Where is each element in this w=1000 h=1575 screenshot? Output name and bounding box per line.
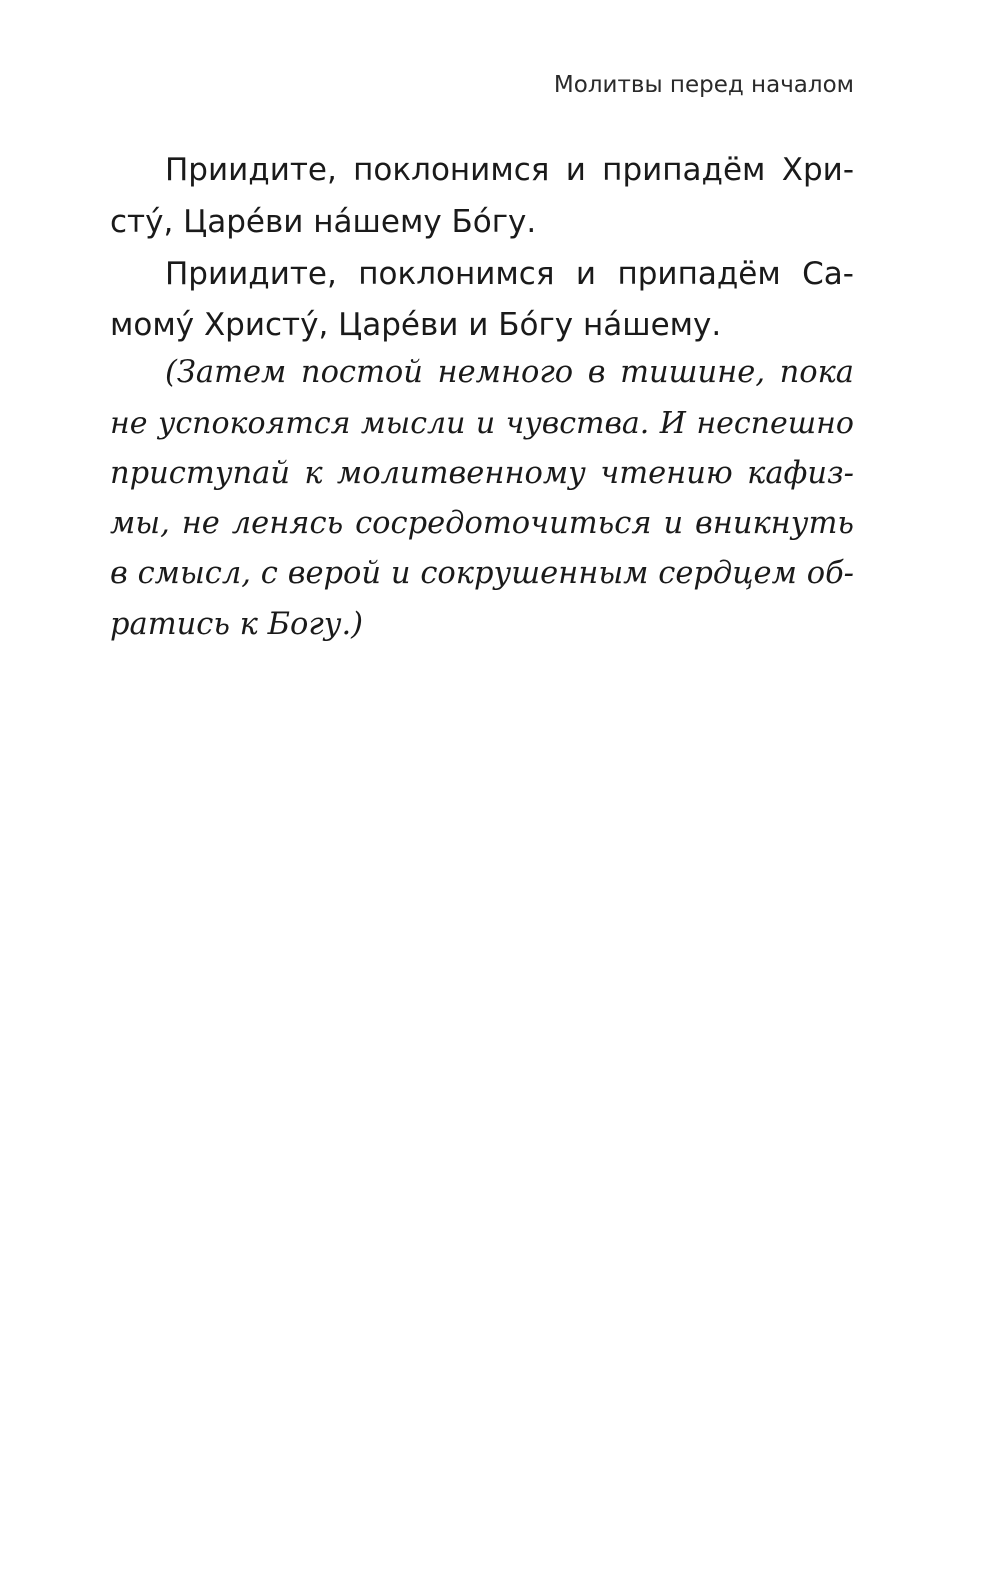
paragraph-2-line-2: мому́ Христу́, Царе́ви и Бо́гу на́шему. — [110, 307, 722, 343]
note-line-6: ратись к Богу.) — [110, 607, 364, 642]
paragraph-1-line-1: Приидите, поклонимся и припадём Хри- — [165, 152, 854, 188]
note-line-5: в смысл, с верой и сокрушенным сердцем об- — [110, 556, 854, 591]
running-head: Молитвы перед началом — [553, 72, 854, 98]
note-line-3: приступай к молитвенному чтению кафиз- — [110, 456, 854, 491]
note-line-1: (Затем постой немного в тишине, пока — [165, 355, 854, 390]
note-line-4: мы, не ленясь сосредоточиться и вникнуть — [110, 506, 854, 541]
note-line-2: не успокоятся мысли и чувства. И неспешно — [110, 406, 854, 441]
paragraph-1-line-2: сту́, Царе́ви на́шему Бо́гу. — [110, 204, 537, 240]
paragraph-2-line-1: Приидите, поклонимся и припадём Са- — [165, 256, 854, 292]
